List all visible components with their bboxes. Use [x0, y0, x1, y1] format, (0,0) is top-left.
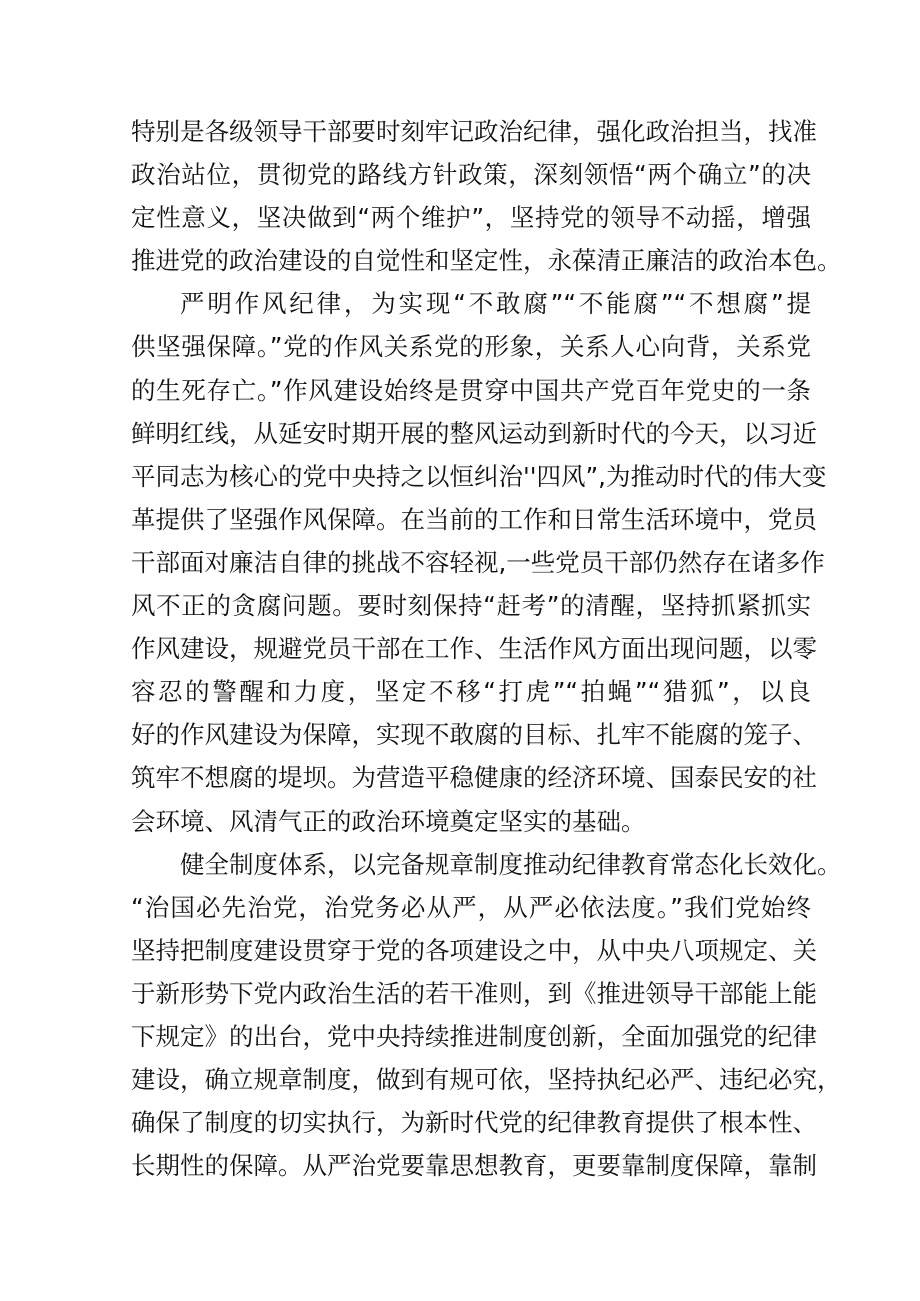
text-line: 的生死存亡。”作风建设始终是贯穿中国共产党百年党史的一条 — [131, 375, 811, 405]
text-line: 容忍的警醒和力度，坚定不移“打虎”“拍蝇”“猎狐”，以良 — [131, 677, 811, 707]
text-line: 确保了制度的切实执行，为新时代党的纪律教育提供了根本性、 — [131, 1108, 817, 1138]
text-line: 长期性的保障。从严治党要靠思想教育，更要靠制度保障，靠制 — [131, 1151, 817, 1181]
text-line: 作风建设，规避党员干部在工作、生活作风方面出现问题，以零 — [131, 634, 817, 664]
text-line: 下规定》的出台，党中央持续推进制度创新，全面加强党的纪律 — [131, 1021, 817, 1051]
text-line: “治国必先治党，治党务必从严，从严必依法度。”我们党始终 — [131, 892, 811, 922]
body-text — [131, 110, 842, 1187]
text-line: 特别是各级领导干部要时刻牢记政治纪律，强化政治担当，找准 — [131, 117, 817, 146]
text-line: 干部面对廉洁自律的挑战不容轻视,一些党员干部仍然存在诸多作 — [131, 547, 825, 577]
text-line: 风不正的贪腐问题。要时刻保持“赶考”的清醒，坚持抓紧抓实 — [131, 591, 811, 621]
text-line: 于新形势下党内政治生活的若干准则，到《推进领导干部能上能 — [131, 978, 817, 1008]
text-line: 严明作风纪律，为实现“不敢腐”“不能腐”“不想腐”提 — [180, 289, 811, 319]
text-line: 供坚强保障。”党的作风关系党的形象，关系人心向背，关系党 — [131, 332, 811, 362]
text-line: 健全制度体系，以完备规章制度推动纪律教育常态化长效化。 — [180, 849, 842, 879]
text-line: 好的作风建设为保障，实现不敢腐的目标、扎牢不能腐的笼子、 — [131, 720, 817, 750]
text-line: 坚持把制度建设贯穿于党的各项建设之中，从中央八项规定、关 — [131, 935, 817, 965]
text-line: 建设，确立规章制度，做到有规可依，坚持执纪必严、违纪必究， — [131, 1065, 842, 1095]
text-line: 推进党的政治建设的自觉性和坚定性，永葆清正廉洁的政治本色。 — [131, 246, 842, 276]
text-line: 平同志为核心的党中央持之以恒纠治''四风”,为推动时代的伟大变 — [131, 461, 827, 491]
text-line: 政治站位，贯彻党的路线方针政策，深刻领悟“两个确立”的决 — [131, 160, 811, 190]
text-line: 筑牢不想腐的堤坝。为营造平稳健康的经济环境、国泰民安的社 — [131, 763, 817, 793]
text-line: 会环境、风清气正的政治环境奠定坚实的基础。 — [131, 806, 646, 836]
text-line: 定性意义，坚决做到“两个维护”，坚持党的领导不动摇，增强 — [131, 203, 811, 233]
text-line: 革提供了坚强作风保障。在当前的工作和日常生活环境中，党员 — [131, 504, 817, 534]
text-line: 鲜明红线，从延安时期开展的整风运动到新时代的今天，以习近 — [131, 418, 817, 448]
